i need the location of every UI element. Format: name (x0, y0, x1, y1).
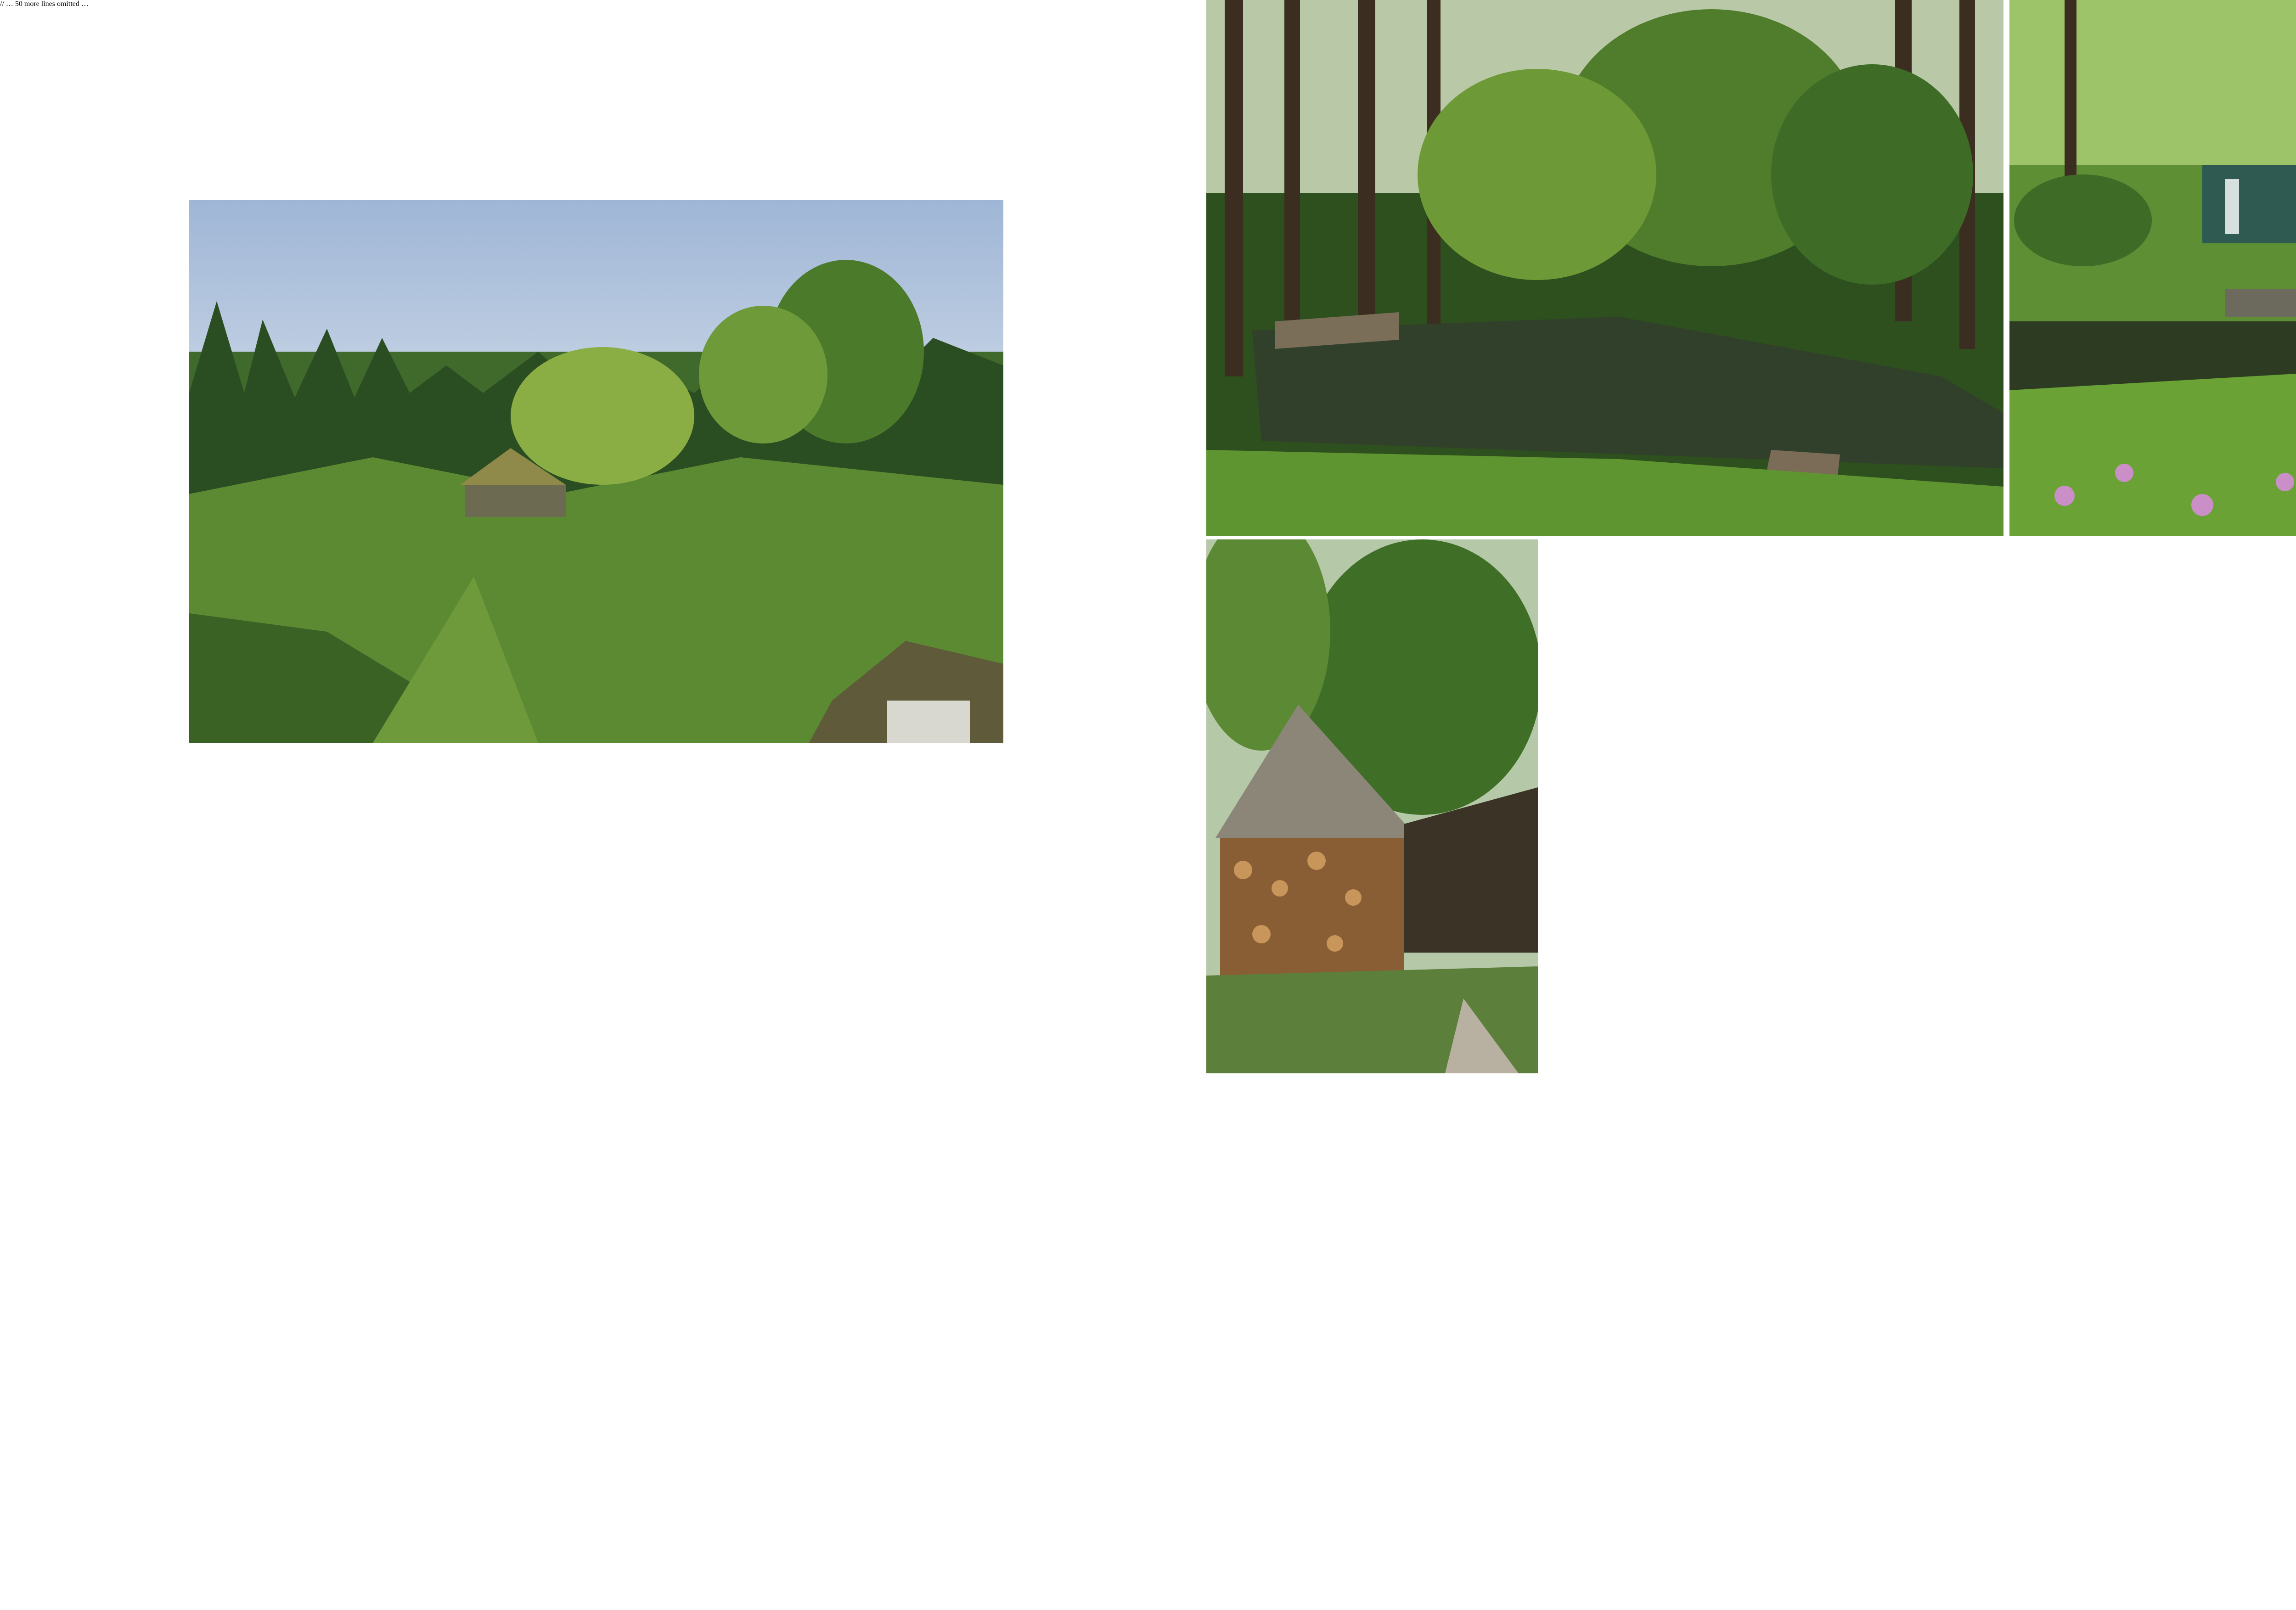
photo-2 (2009, 0, 2296, 536)
photo-3 (1206, 539, 1538, 1073)
hero-photo (189, 200, 1003, 743)
photo-1 (1206, 0, 2003, 536)
body-column-2 (608, 916, 993, 926)
